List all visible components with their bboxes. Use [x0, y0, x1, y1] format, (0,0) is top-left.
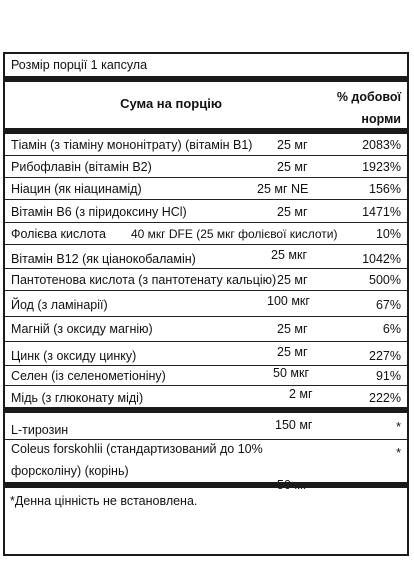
nutrient-amount: 2 мг	[289, 387, 313, 401]
nutrient-name-line2: форсколіну) (корінь)	[11, 464, 129, 478]
row-divider	[5, 199, 407, 200]
daily-value-header-line1: % добової	[336, 90, 401, 104]
nutrient-amount: 150 мг	[275, 418, 313, 432]
nutrient-amount: 25 мг	[277, 322, 308, 336]
nutrient-daily-value: *	[396, 420, 401, 434]
nutrient-amount: 25 мг	[277, 160, 308, 174]
nutrient-name: Ніацин (як ніацинамід)	[11, 182, 142, 196]
nutrient-name: Магній (з оксиду магнію)	[11, 322, 153, 336]
nutrient-amount: 25 мг NE	[257, 182, 309, 196]
supplement-facts-panel	[3, 52, 409, 556]
row-divider	[5, 268, 407, 269]
nutrient-amount: 25 мг	[277, 205, 308, 219]
nutrient-name-line1: Coleus forskohlii (стандартизований до 10%	[11, 442, 263, 456]
nutrient-daily-value: 1471%	[362, 205, 401, 219]
footnote: *Денна цінність не встановлена.	[10, 494, 198, 508]
divider-thick	[5, 407, 407, 413]
nutrient-amount: 25 мг	[277, 138, 308, 152]
nutrient-name: Вітамін B12 (як ціанокобаламін)	[11, 252, 196, 266]
nutrient-name: Вітамін B6 (з піридоксину HCl)	[11, 205, 187, 219]
row-divider	[5, 244, 407, 245]
nutrient-daily-value: 67%	[375, 298, 401, 312]
nutrient-name: Мідь (з глюконату міді)	[11, 391, 144, 405]
nutrient-amount: 25 мкг	[271, 248, 307, 262]
nutrient-name: Цинк (з оксиду цинку)	[11, 349, 137, 363]
row-divider	[5, 177, 407, 178]
nutrient-amount: 25 мг	[277, 345, 308, 359]
nutrient-daily-value: *	[396, 446, 401, 460]
nutrient-amount: 25 мг	[277, 273, 308, 287]
row-divider	[5, 316, 407, 317]
serving-size: Розмір порції 1 капсула	[11, 58, 148, 72]
row-divider	[5, 365, 407, 366]
nutrient-name: L-тирозин	[11, 423, 69, 437]
nutrient-daily-value: 1042%	[362, 252, 401, 266]
row-divider	[5, 155, 407, 156]
row-divider	[5, 439, 407, 440]
nutrient-daily-value: 10%	[375, 227, 401, 241]
nutrient-name: Тіамін (з тіаміну мононітрату) (вітамін B1)	[11, 138, 253, 152]
nutrient-amount: 100 мкг	[267, 294, 310, 308]
amount-per-serving-header: Сума на порцію	[120, 96, 222, 111]
row-divider	[5, 385, 407, 386]
daily-value-header-line2: норми	[361, 112, 401, 126]
nutrient-name: Пантотенова кислота (з пантотенату кальцію)	[11, 273, 277, 287]
nutrient-name: Фолієва кислота	[11, 227, 106, 241]
nutrient-daily-value: 1923%	[362, 160, 401, 174]
nutrient-daily-value: 156%	[369, 182, 401, 196]
nutrient-daily-value: 6%	[382, 322, 401, 336]
row-divider	[5, 290, 407, 291]
divider-thick	[5, 128, 407, 134]
nutrient-daily-value: 500%	[369, 273, 401, 287]
nutrient-daily-value: 2083%	[362, 138, 401, 152]
divider-thick	[5, 76, 407, 82]
nutrient-amount: 40 мкг DFE (25 мкг фолієвої кислоти)	[131, 227, 338, 241]
nutrient-daily-value: 227%	[369, 349, 401, 363]
nutrient-amount: 50 мкг	[273, 366, 309, 380]
divider-thick	[5, 482, 407, 488]
nutrient-name: Йод (з ламінарії)	[11, 298, 108, 312]
row-divider	[5, 222, 407, 223]
nutrient-name: Рибофлавін (вітамін B2)	[11, 160, 152, 174]
nutrient-name: Селен (із селенометіоніну)	[11, 369, 166, 383]
row-divider	[5, 341, 407, 342]
daily-value-header	[327, 86, 401, 130]
nutrient-daily-value: 91%	[375, 369, 401, 383]
nutrient-daily-value: 222%	[369, 391, 401, 405]
